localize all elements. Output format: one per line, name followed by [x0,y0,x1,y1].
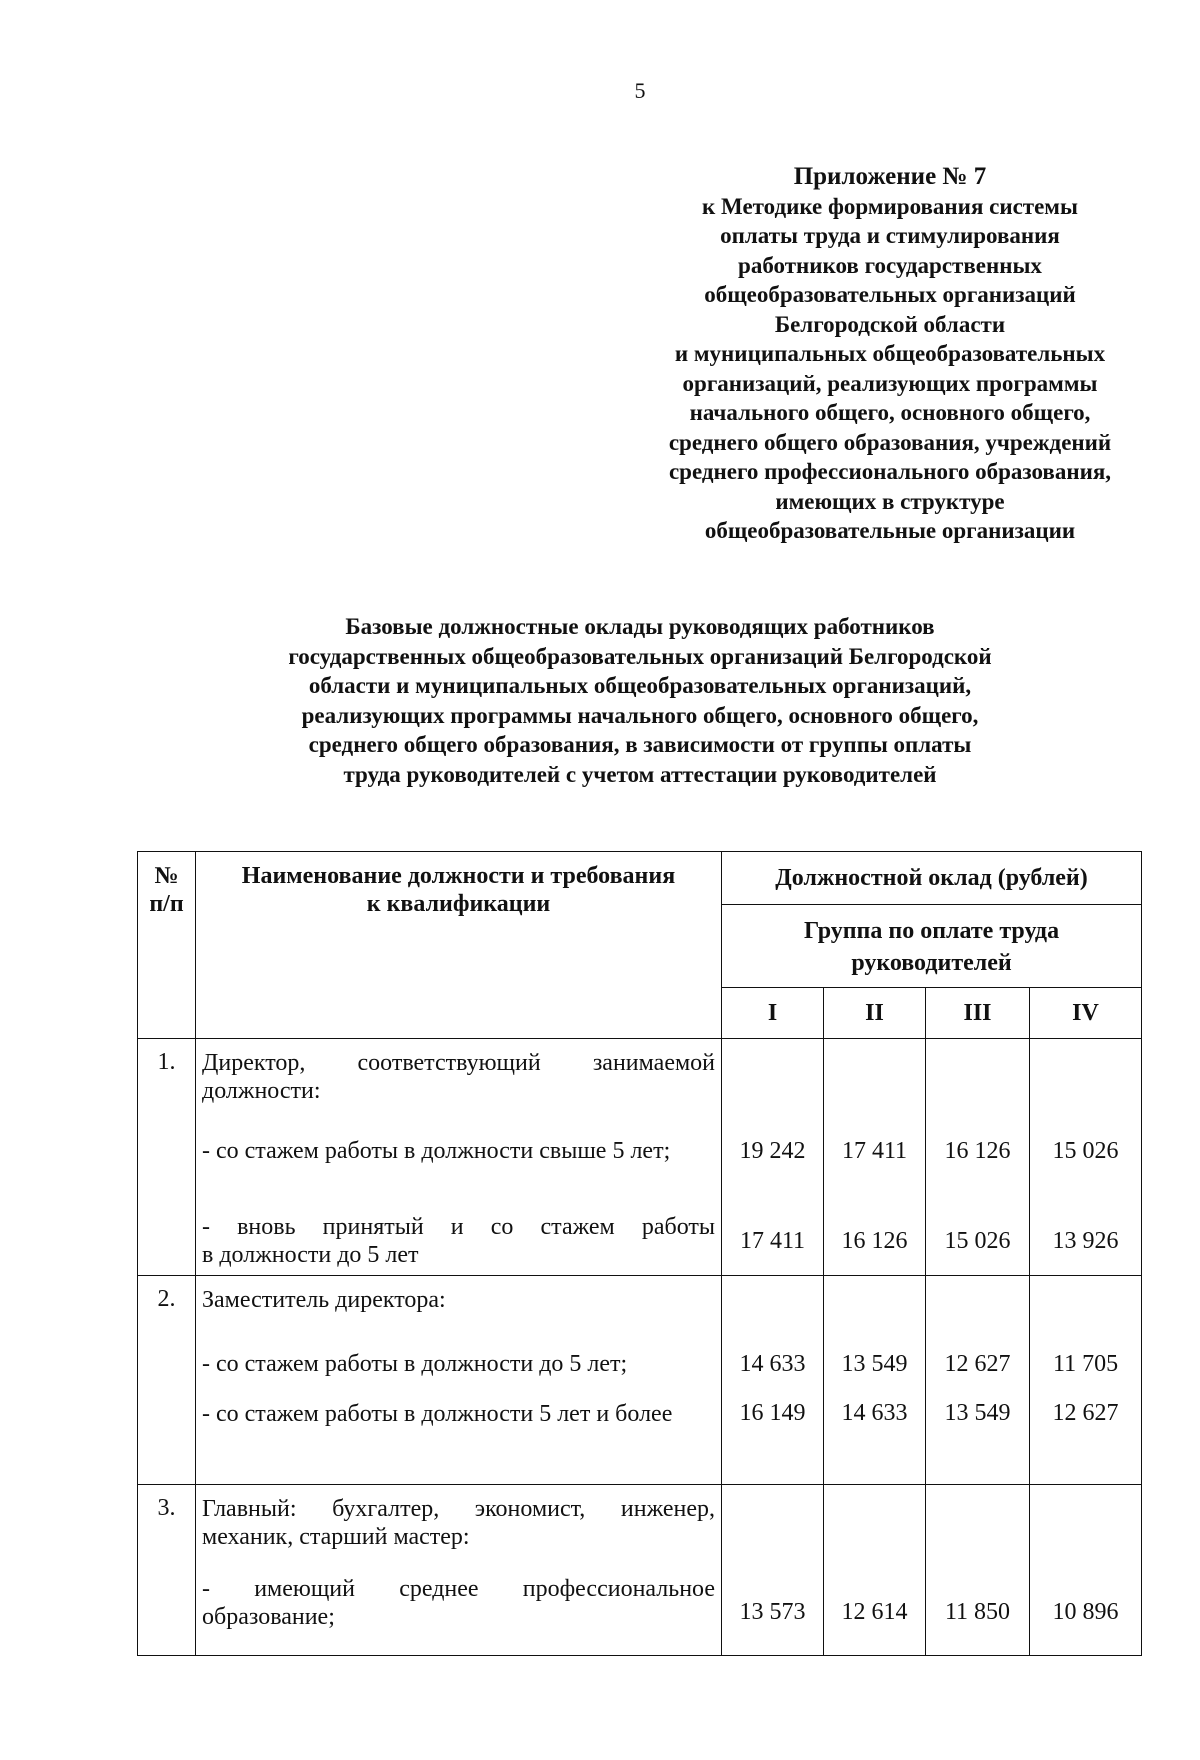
salary-value: 13 573 [722,1569,824,1656]
salary-value: 17 411 [824,1121,926,1181]
row-description [196,1334,722,1394]
section-title-line: Директор, соответствующий занимаемой [202,1050,715,1076]
salary-value: 14 633 [722,1334,824,1394]
appendix-line: общеобразовательных организаций [704,282,1076,307]
salary-value: 15 026 [1030,1121,1142,1181]
document-title [200,612,1080,789]
header-salary: Должностной оклад (рублей) [722,852,1142,905]
appendix-line: начального общего, основного общего, [689,400,1091,425]
header-number-line: № [154,863,179,889]
appendix-line: и муниципальных общеобразовательных [674,341,1106,366]
row-description [196,1569,722,1656]
salary-value: 16 149 [722,1394,824,1485]
section-title-line: Заместитель директора: [202,1287,446,1313]
header-group-3: III [926,988,1030,1039]
section-number: 1. [138,1039,196,1276]
table-row [138,1181,1142,1276]
header-pay-group [722,905,1142,988]
salary-value: 13 926 [1030,1181,1142,1276]
salary-value: 11 705 [1030,1334,1142,1394]
section-number: 2. [138,1276,196,1485]
header-number [138,852,196,1039]
appendix-line: оплаты труда и стимулирования [720,223,1060,248]
title-line: среднего общего образования, в зависимости от группы оплаты [308,732,972,757]
row-description-line: - со стажем работы в должности свыше 5 лет; [202,1138,671,1164]
row-description-line: в должности до 5 лет [202,1242,419,1268]
salary-value: 12 614 [824,1569,926,1656]
title-line: Базовые должностные оклады руководящих работников [345,614,935,639]
salary-value: 11 850 [926,1569,1030,1656]
header-name-line: Наименование должности и требования [241,863,676,889]
title-line: труда руководителей с учетом аттестации руководителей [343,761,937,787]
title-line: государственных общеобразовательных организаций Белгородской [288,643,992,669]
appendix-line: организаций, реализующих программы [682,370,1098,396]
salary-value: 12 627 [1030,1394,1142,1485]
row-description [196,1181,722,1276]
salary-value: 14 633 [824,1394,926,1485]
title-line: реализующих программы начального общего, основного общего, [301,702,979,728]
table-row [138,1485,1142,1570]
appendix-line: работников государственных [738,252,1042,278]
section-title-line: должности: [202,1078,321,1104]
appendix-heading [600,162,1180,546]
salary-value: 16 126 [824,1181,926,1276]
table-row [138,1569,1142,1656]
row-description-line: - со стажем работы в должности 5 лет и более [202,1401,673,1427]
row-description [196,1121,722,1181]
row-description-line: образование; [202,1604,335,1630]
header-name-line: к квалификации [366,891,551,917]
page-number: 5 [634,78,646,103]
section-number: 3. [138,1485,196,1656]
header-group-4: IV [1030,988,1142,1039]
appendix-line: имеющих в структуре [775,488,1005,514]
header-position-name [196,852,722,1039]
salary-value: 13 549 [926,1394,1030,1485]
salary-table [137,851,1142,1656]
title-line: области и муниципальных общеобразовательных организаций, [308,673,972,698]
header-group-line: руководителей [851,950,1012,976]
table-row [138,1121,1142,1181]
section-title [196,1039,722,1122]
row-description-line: - со стажем работы в должности до 5 лет; [202,1351,628,1377]
appendix-line: среднего профессионального образования, [668,459,1112,484]
salary-value: 17 411 [722,1181,824,1276]
appendix-line: к Методике формирования системы [702,193,1078,219]
table-row [138,1039,1142,1122]
salary-value: 10 896 [1030,1569,1142,1656]
table-row [138,1394,1142,1485]
appendix-line: среднего общего образования, учреждений [668,429,1112,455]
appendix-line: Белгородской области [774,311,1006,337]
row-description-line: - вновь принятый и со стажем работы [202,1214,715,1240]
header-group-line: Группа по оплате труда [803,918,1060,944]
appendix-line: Приложение № 7 [793,163,987,190]
table-row [138,1334,1142,1394]
salary-value: 19 242 [722,1121,824,1181]
salary-value: 16 126 [926,1121,1030,1181]
table-row [138,1276,1142,1335]
header-group-1: I [722,988,824,1039]
salary-value: 15 026 [926,1181,1030,1276]
section-title [196,1485,722,1570]
row-description [196,1394,722,1485]
header-number-line: п/п [149,891,184,917]
salary-value: 13 549 [824,1334,926,1394]
header-group-2: II [824,988,926,1039]
row-description-line: - имеющий среднее профессиональное [202,1576,715,1602]
salary-value: 12 627 [926,1334,1030,1394]
section-title [196,1276,722,1335]
section-title-line: механик, старший мастер: [202,1524,470,1550]
section-title-line: Главный: бухгалтер, экономист, инженер, [202,1496,715,1522]
appendix-line: общеобразовательные организации [704,518,1076,543]
